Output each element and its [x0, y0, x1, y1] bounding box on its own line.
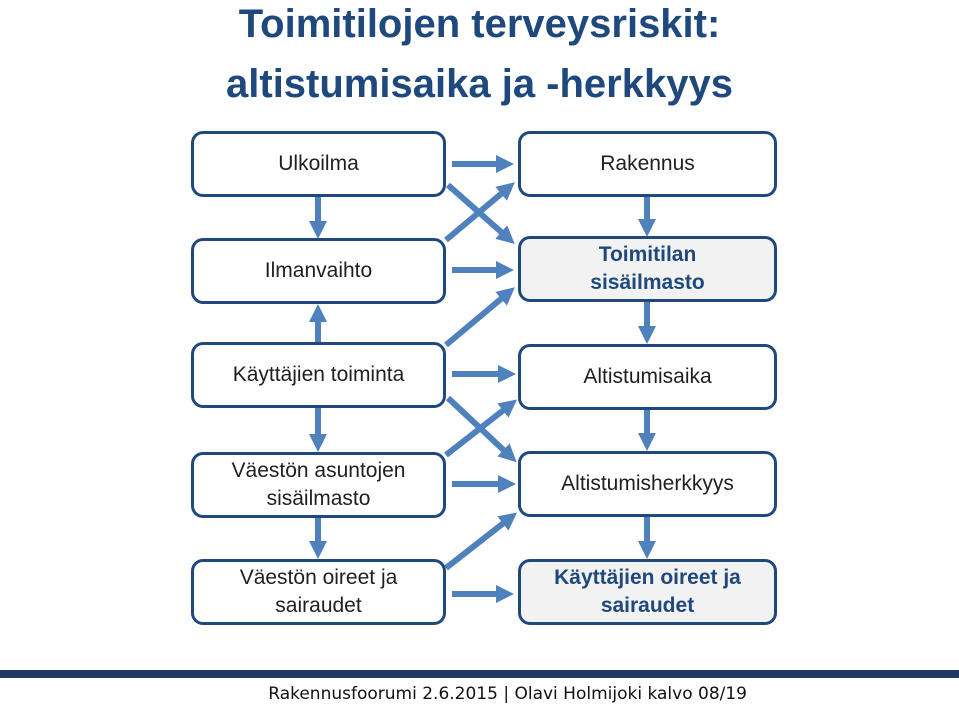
- box-toimitilan-sisailmasto-label: Toimitilan sisäilmasto: [590, 243, 705, 294]
- box-kayttajien-oireet-ja-sairaudet-label: Käyttäjien oireet ja sairaudet: [554, 566, 741, 617]
- box-toimitilan-sisailmasto: [518, 236, 777, 302]
- arrow-kayttajien-toiminta-to-toimitilan: [446, 293, 508, 345]
- page-title-line-2: altistumisaika ja -herkkyys: [226, 62, 733, 106]
- box-ulkoilma: [191, 131, 446, 197]
- box-altistumisherkkyys: [518, 451, 777, 517]
- box-rakennus-label: Rakennus: [600, 152, 695, 175]
- box-vaeston-asuntojen-sisailmasto-label: Väestön asuntojen sisäilmasto: [231, 459, 406, 510]
- page-title-line-1: Toimitilojen terveysriskit:: [238, 2, 721, 46]
- box-kayttajien-toiminta-label: Käyttäjien toiminta: [232, 363, 405, 386]
- box-ilmanvaihto-label: Ilmanvaihto: [264, 259, 373, 282]
- box-ilmanvaihto: [191, 238, 446, 304]
- arrow-vaeston-oireet-to-altistumisherkkyys: [446, 518, 510, 568]
- box-vaeston-asuntojen-sisailmasto: [191, 452, 446, 518]
- box-vaeston-oireet-ja-sairaudet: [191, 559, 446, 625]
- box-kayttajien-toiminta: [191, 342, 446, 408]
- box-rakennus: [518, 131, 777, 197]
- footer-divider-bar: [0, 670, 959, 678]
- box-ulkoilma-label: Ulkoilma: [278, 152, 359, 175]
- box-kayttajien-oireet-ja-sairaudet: [518, 559, 777, 625]
- box-vaeston-oireet-ja-sairaudet-label: Väestön oireet ja sairaudet: [239, 566, 398, 617]
- footer-text: Rakennusfoorumi 2.6.2015 | Olavi Holmijoki kalvo 08/19: [268, 684, 747, 704]
- box-altistumisaika-label: Altistumisaika: [583, 365, 712, 388]
- box-altistumisherkkyys-label: Altistumisherkkyys: [561, 472, 734, 495]
- box-altistumisaika: [518, 344, 777, 410]
